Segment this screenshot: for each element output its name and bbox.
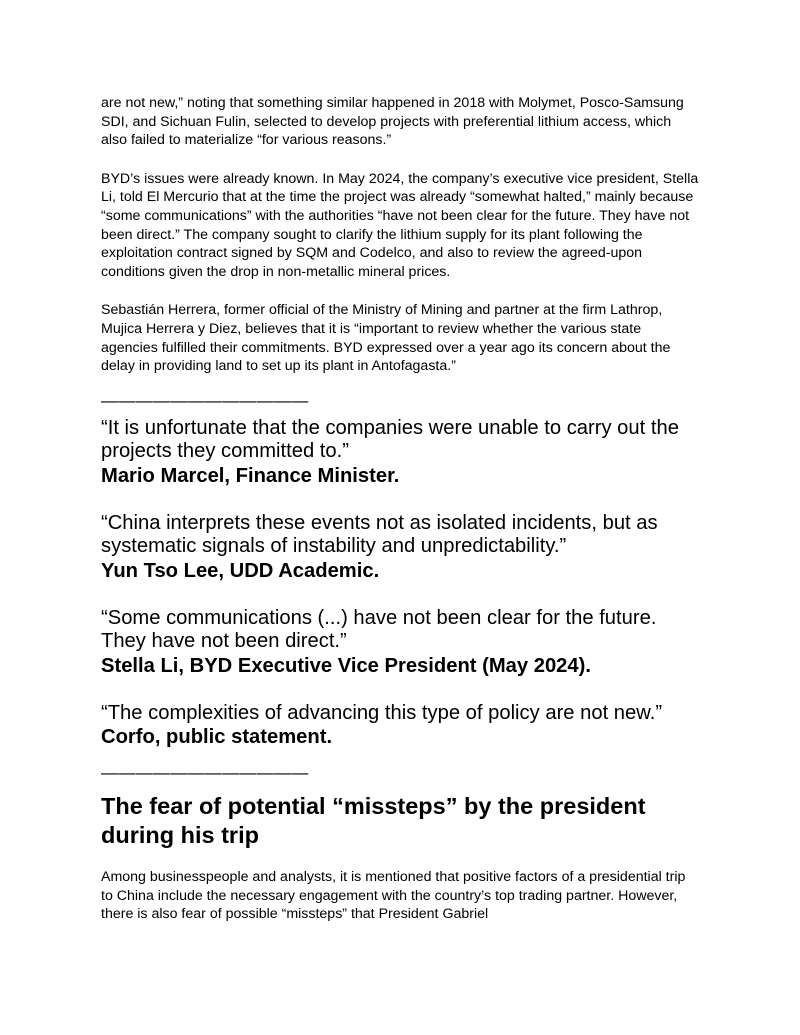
quote-block bbox=[101, 702, 701, 750]
section-divider: ———————————— bbox=[101, 763, 309, 783]
quote-author: Corfo, public statement. bbox=[101, 726, 333, 749]
quote-author: Yun Tso Lee, UDD Academic. bbox=[101, 559, 380, 582]
quote-text: “Some communications (...) have not been clear for the future. They have not been direct.” bbox=[101, 606, 657, 653]
quote-text: “China interprets these events not as isolated incidents, but as systematic signals of instability and unpredictability.” bbox=[101, 511, 658, 558]
section-heading: The fear of potential “missteps” by the president during his trip bbox=[101, 793, 646, 849]
section-divider: ———————————— bbox=[101, 390, 309, 410]
quote-block bbox=[101, 512, 701, 583]
quote-author: Mario Marcel, Finance Minister. bbox=[101, 464, 400, 487]
document-page bbox=[101, 94, 701, 944]
quote-author: Stella Li, BYD Executive Vice President (May 2024). bbox=[101, 654, 591, 677]
quote-text: “The complexities of advancing this type of policy are not new.” bbox=[101, 701, 663, 724]
quote-text: “It is unfortunate that the companies were unable to carry out the projects they committed to.” bbox=[101, 416, 679, 463]
body-paragraph: Sebastián Herrera, former official of the Ministry of Mining and partner at the firm Lathrop, Mujica Herrera y Diez, believes that it is “important to review whether the various state agencies fulfilled their commitments. BYD expressed over a year ago its concern about the delay in providing land to set up its plant in Antofagasta.” bbox=[101, 302, 671, 375]
quote-block bbox=[101, 417, 701, 488]
body-paragraph: Among businesspeople and analysts, it is mentioned that positive factors of a presidential trip to China include the necessary engagement with the country’s top trading partner. However, there is also fear of possible “missteps” that President Gabriel bbox=[101, 869, 686, 923]
quote-block bbox=[101, 607, 701, 678]
body-paragraph: are not new,” noting that something similar happened in 2018 with Molymet, Posco-Samsung SDI, and Sichuan Fulin, selected to develop projects with preferential lithium access, which also failed to materialize “for various reasons.” bbox=[101, 95, 684, 149]
body-paragraph: BYD’s issues were already known. In May 2024, the company’s executive vice president, Stella Li, told El Mercurio that at the time the project was already “somewhat halted,” mainly because “some communications” with the authorities “have not been clear for the future. They have not been direct.” The company sought to clarify the lithium supply for its plant following the exploitation contract signed by SQM and Codelco, and also to review the agreed-upon conditions given the drop in non-metallic mineral prices. bbox=[101, 170, 699, 280]
